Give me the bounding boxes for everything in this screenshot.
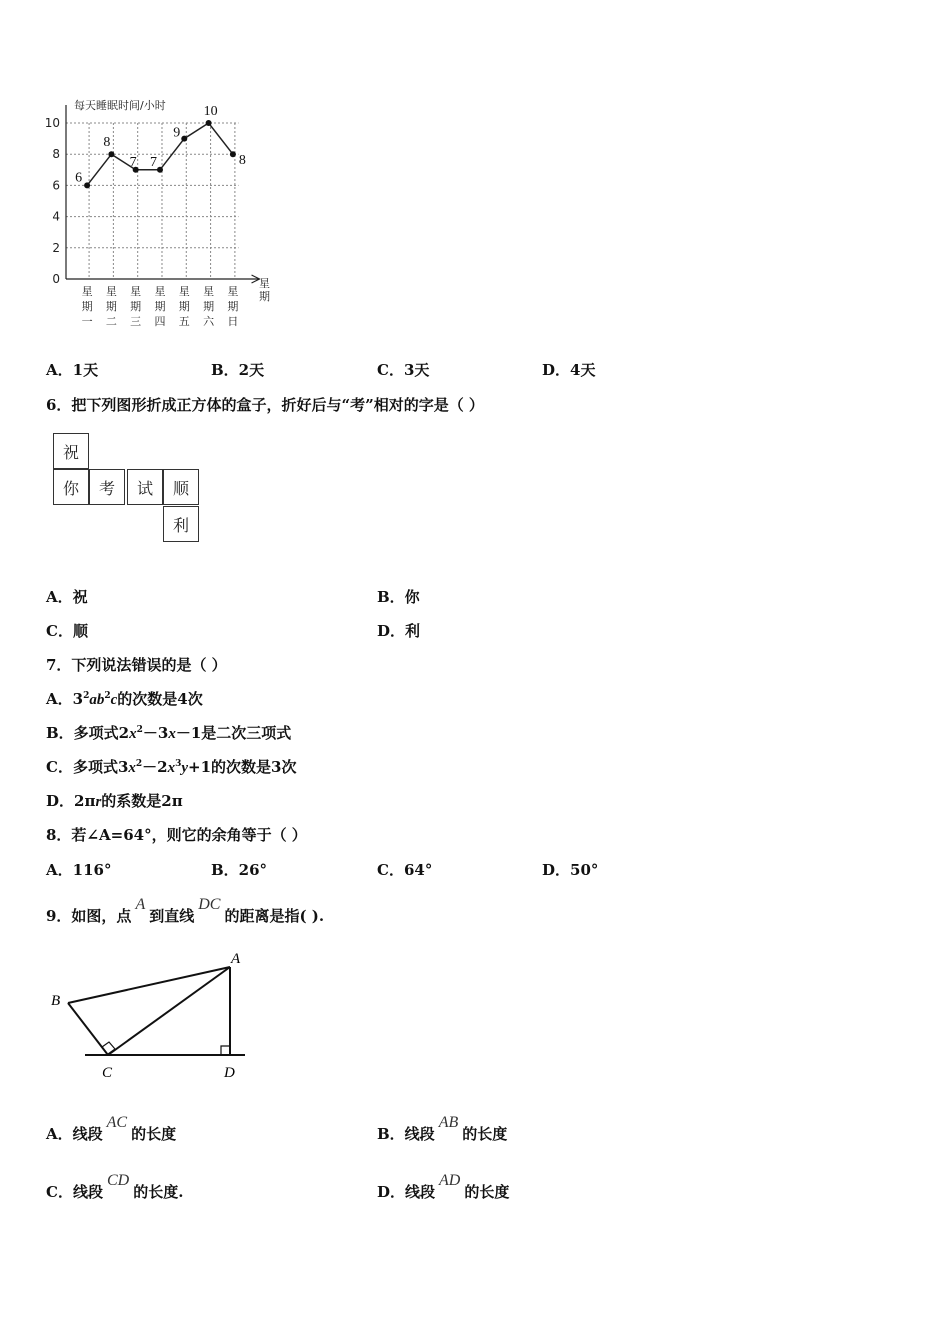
cube-net-cell-ni: 你 bbox=[53, 469, 89, 505]
x-tick-label: 星期二 bbox=[105, 285, 117, 328]
y-tick-label: 2 bbox=[52, 240, 60, 255]
q7-option-a[interactable]: A．$3^2ab^2c$的次数是4次 bbox=[46, 690, 203, 708]
label-b: B bbox=[51, 993, 61, 1009]
segment-bc bbox=[68, 1003, 108, 1055]
q7-option-d[interactable]: D．2πr的系数是2π bbox=[46, 792, 183, 810]
q9-option-a[interactable]: A．线段AC的长度 bbox=[46, 1114, 177, 1143]
data-point bbox=[206, 120, 212, 126]
q6-option-b[interactable]: B．你 bbox=[377, 588, 420, 606]
chart-x-axis-label bbox=[259, 277, 270, 303]
data-label: 9 bbox=[173, 125, 181, 141]
data-point bbox=[230, 151, 236, 157]
cube-net-cell-kao: 考 bbox=[89, 469, 125, 505]
label-d: D bbox=[224, 1065, 235, 1081]
y-tick-label: 0 bbox=[52, 272, 60, 286]
x-tick-label: 星期一 bbox=[81, 285, 93, 328]
q9-option-b[interactable]: B．线段AB的长度 bbox=[377, 1114, 508, 1143]
q5-option-a[interactable]: A．1天 bbox=[46, 361, 99, 379]
x-tick-label: 星期五 bbox=[178, 285, 190, 328]
x-tick-label: 星期三 bbox=[130, 285, 142, 328]
right-angle-mark-d bbox=[221, 1046, 230, 1055]
x-tick-label: 星期四 bbox=[154, 285, 166, 328]
q6-option-d[interactable]: D．利 bbox=[377, 622, 421, 640]
y-tick-label: 4 bbox=[52, 209, 60, 224]
svg-text:星期: 星期 bbox=[259, 277, 271, 303]
sleep-line-chart bbox=[40, 95, 290, 340]
q5-option-b[interactable]: B．2天 bbox=[211, 361, 265, 379]
q9-option-c[interactable]: C．线段CD的长度. bbox=[46, 1172, 184, 1201]
q9-option-d[interactable]: D．线段AD的长度 bbox=[377, 1172, 510, 1201]
data-point bbox=[157, 167, 163, 173]
data-point bbox=[181, 136, 187, 142]
q8-option-c[interactable]: C．64° bbox=[377, 861, 433, 879]
y-tick-label: 8 bbox=[52, 147, 60, 162]
cube-net-cell-zhu: 祝 bbox=[53, 433, 89, 469]
label-a: A bbox=[231, 951, 241, 967]
q8-option-d[interactable]: D．50° bbox=[542, 861, 599, 879]
data-label: 7 bbox=[129, 154, 137, 170]
q5-option-c[interactable]: C．3天 bbox=[377, 361, 430, 379]
cube-net-cell-shun: 顺 bbox=[163, 469, 199, 505]
q5-option-d[interactable]: D．4天 bbox=[542, 361, 596, 379]
q7-option-b[interactable]: B．多项式$2x^2-3x-1$是二次三项式 bbox=[46, 724, 292, 742]
y-tick-label: 10 bbox=[44, 116, 60, 130]
q9-stem: 9．如图，点A到直线DC的距离是指( ). bbox=[46, 896, 325, 925]
q6-option-a[interactable]: A．祝 bbox=[46, 588, 88, 606]
x-tick-label: 星期六 bbox=[203, 285, 215, 328]
q9-line-dc: DC bbox=[198, 896, 221, 913]
chart-y-axis-label: 每天睡眠时间/小时 bbox=[74, 99, 166, 112]
data-point bbox=[108, 151, 114, 157]
data-point bbox=[84, 182, 90, 188]
y-tick-label: 6 bbox=[52, 178, 60, 193]
q8-option-b[interactable]: B．26° bbox=[211, 861, 268, 879]
q7-stem: 7．下列说法错误的是（ ） bbox=[46, 656, 227, 674]
cube-net-cell-li: 利 bbox=[163, 506, 199, 542]
data-label: 8 bbox=[103, 135, 111, 151]
data-label: 6 bbox=[75, 170, 83, 186]
q7-option-c[interactable]: C．多项式$3x^2-2x^3y+1$的次数是3次 bbox=[46, 758, 297, 776]
cube-net-cell-shi: 试 bbox=[127, 469, 163, 505]
q9-geometry-figure bbox=[40, 945, 260, 1085]
q9-point-a: A bbox=[135, 896, 146, 913]
data-label: 10 bbox=[203, 104, 218, 119]
q8-stem: 8．若∠A=64°，则它的余角等于（ ） bbox=[46, 826, 307, 844]
q6-stem: 6．把下列图形折成正方体的盒子，折好后与“考”相对的字是（ ） bbox=[46, 396, 484, 414]
x-tick-label: 星期日 bbox=[227, 285, 239, 328]
q6-option-c[interactable]: C．顺 bbox=[46, 622, 88, 640]
data-label: 7 bbox=[149, 154, 157, 170]
label-c: C bbox=[102, 1065, 113, 1081]
data-label: 8 bbox=[238, 153, 246, 169]
q8-option-a[interactable]: A．116° bbox=[46, 861, 112, 879]
